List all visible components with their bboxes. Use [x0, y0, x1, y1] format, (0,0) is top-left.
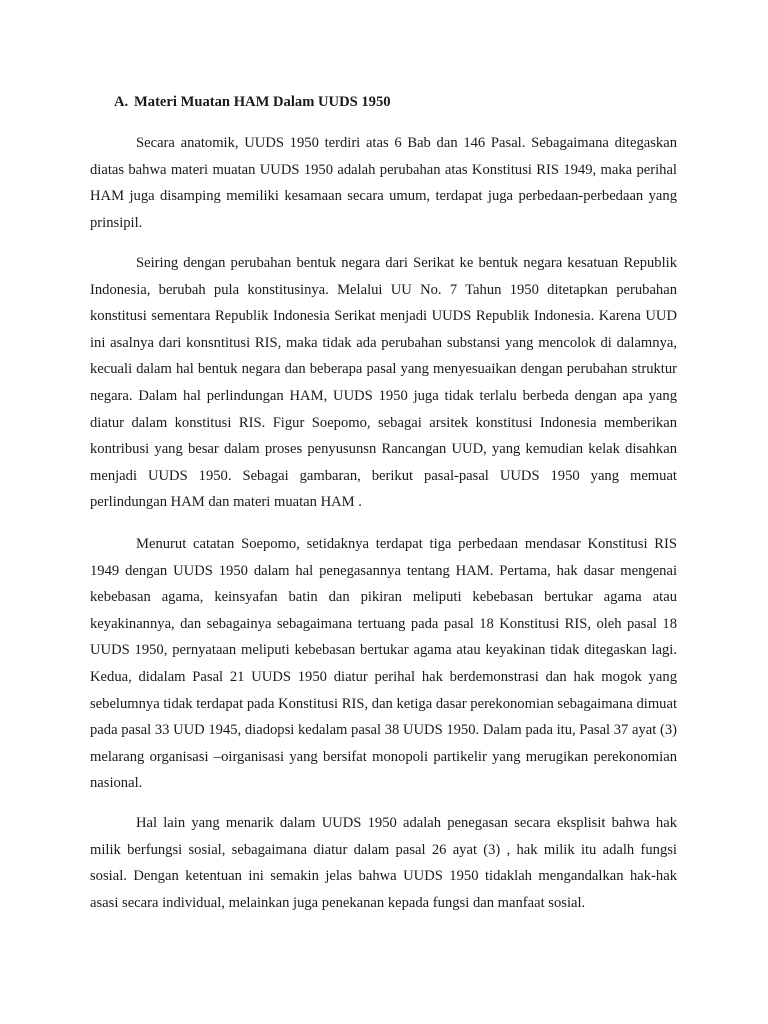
section-heading — [114, 92, 391, 112]
paragraph-4: Hal lain yang menarik dalam UUDS 1950 adalah penegasan secara eksplisit bahwa hak milik berfungsi sosial, sebagaimana diatur dalam pasal 26 ayat (3) , hak milik itu adalh fungsi sosial. Dengan ketentuan ini semakin jelas bahwa UUDS 1950 tidaklah mengandalkan hak-hak asasi secara individual, melainkan juga penekanan kepada fungsi dan manfaat sosial. — [90, 815, 677, 911]
paragraph-3: Menurut catatan Soepomo, setidaknya terdapat tiga perbedaan mendasar Konstitusi RIS 1949 dengan UUDS 1950 dalam hal penegasannya tentang HAM. Pertama, hak dasar mengenai kebebasan agama, keinsyafan batin dan pikiran meliputi kebebasan bertukar agama atau keyakinannya, dan sebagainya sebagaimana tertuang pada pasal 18 Konstitusi RIS, oleh pasal 18 UUDS 1950, pernyataan meliputi kebebasan bertukar agama atau keyakinan tidak ditegaskan lagi. Kedua, didalam Pasal 21 UUDS 1950 diatur perihal hak berdemonstrasi dan hak mogok yang sebelumnya tidak terdapat pada Konstitusi RIS, dan ketiga dasar perekonomian sebagaimana dimuat pada pasal 33 UUD 1945, diadopsi kedalam pasal 38 UUDS 1950. Dalam pada itu, Pasal 37 ayat (3) melarang organisasi –oirganisasi yang bersifat monopoli partikelir yang merugikan perekonomian nasional. — [90, 536, 677, 792]
heading-marker: A. — [114, 94, 129, 110]
heading-title: Materi Muatan HAM Dalam UUDS 1950 — [134, 94, 391, 110]
paragraph-2: Seiring dengan perubahan bentuk negara dari Serikat ke bentuk negara kesatuan Republik Indonesia, berubah pula konstitusinya. Melalui UU No. 7 Tahun 1950 ditetapkan perubahan konstitusi sementara Republik Indonesia Serikat menjadi UUDS Republik Indonesia. Karena UUD ini asalnya dari konsntitusi RIS, maka tidak ada perubahan substansi yang mencolok di dalamnya, kecuali dalam hal bentuk negara dan beberapa pasal yang menyesuaikan dengan perubahan struktur negara. Dalam hal perlindungan HAM, UUDS 1950 juga tidak terlalu berbeda dengan apa yang diatur dalam konstitusi RIS. Figur Soepomo, sebagai arsitek konstitusi Indonesia memberikan kontribusi yang besar dalam proses penyusunsn Rancangan UUD, yang kemudian kelak disahkan menjadi UUDS 1950. Sebagai gambaran, berikut pasal-pasal UUDS 1950 yang memuat perlindungan HAM dan materi muatan HAM . — [90, 255, 677, 511]
paragraph-1: Secara anatomik, UUDS 1950 terdiri atas 6 Bab dan 146 Pasal. Sebagaimana ditegaskan diatas bahwa materi muatan UUDS 1950 adalah perubahan atas Konstitusi RIS 1949, maka perihal HAM juga disamping memiliki kesamaan secara umum, terdapat juga perbedaan-perbedaan yang prinsipil. — [90, 135, 677, 231]
